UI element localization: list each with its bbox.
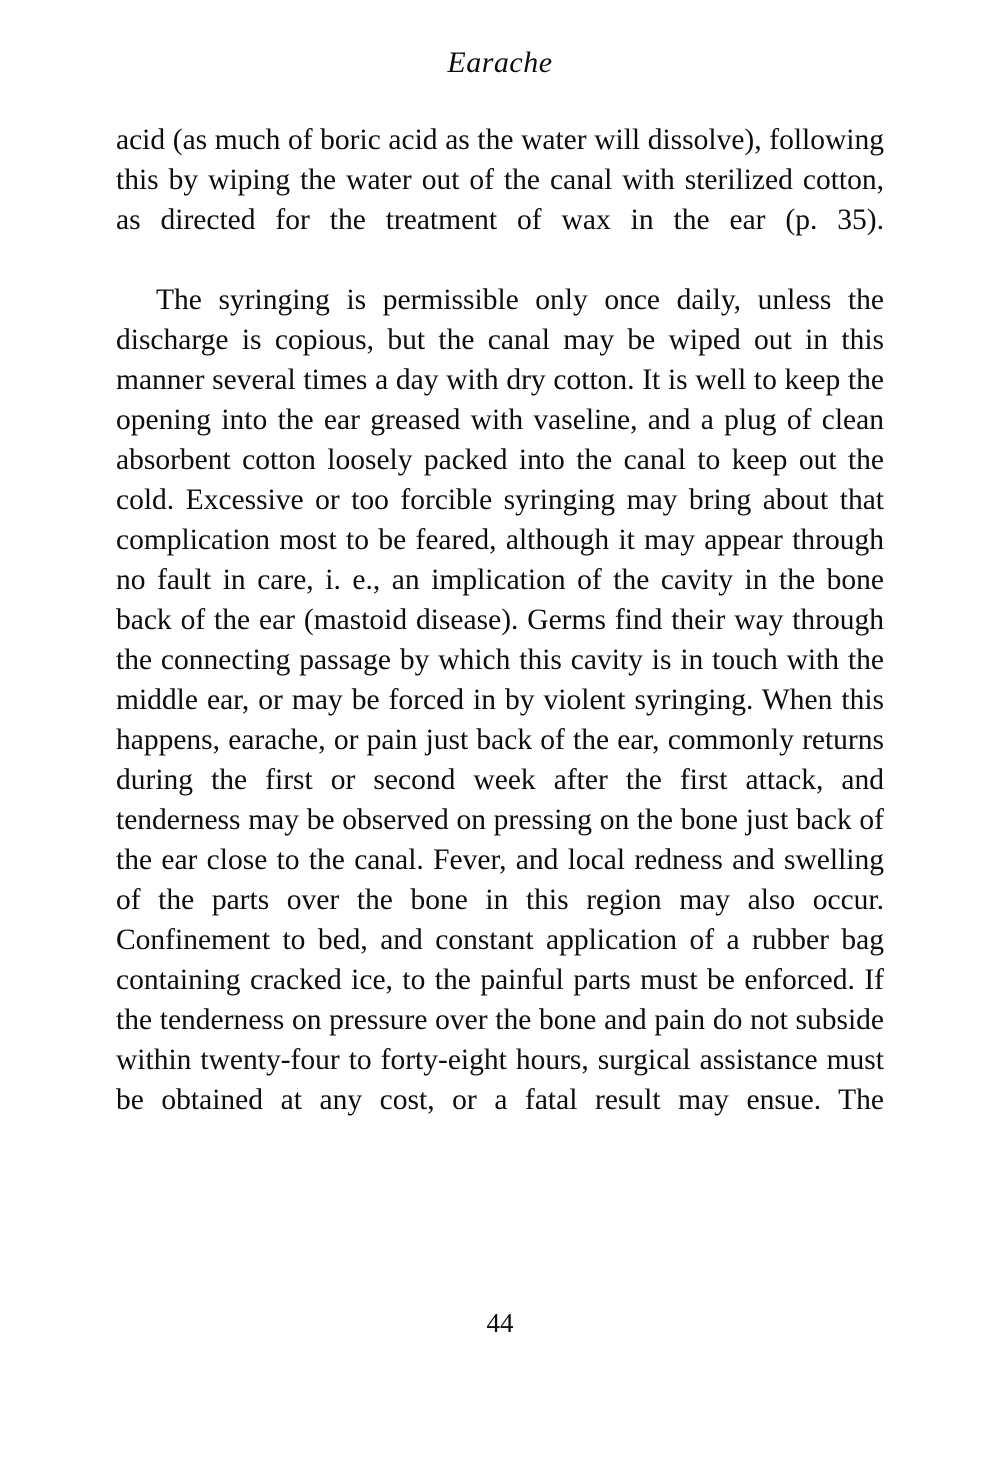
book-page xyxy=(0,46,1000,1468)
paragraph: acid (as much of boric acid as the water will dissolve), following this by wiping the water out of the canal with sterilized cotton, as directed for the treatment of wax in the ear (p. 35). xyxy=(116,124,884,236)
paragraph: The syringing is permissible only once daily, unless the discharge is copious, but the canal may be wiped out in this manner several times a day with dry cotton. It is well to keep the opening into the ear greased with vaseline, and a plug of clean absorbent cotton loosely packed into the canal to keep out the cold. Excessive or too forcible syringing may bring about that complication most to be feared, although it may appear through no fault in care, i. e., an implication of the cavity in the bone back of the ear (mastoid disease). Germs find their way through the connecting passage by which this cavity is in touch with the middle ear, or may be forced in by violent syringing. When this happens, earache, or pain just back of the ear, commonly returns during the first or second week after the first attack, and tenderness may be observed on pressing on the bone just back of the ear close to the canal. Fever, and local redness and swelling of the parts over the bone in this region may also occur. Confinement to bed, and constant application of a rubber bag containing cracked ice, to the painful parts must be enforced. If the tenderness on pressure over the bone and pain do not subside within twenty-four to forty-eight hours, surgical assistance must be obtained at any cost, or a fatal result may ensue. The xyxy=(116,284,884,1116)
body-text xyxy=(116,120,884,1160)
page-number: 44 xyxy=(486,1308,514,1338)
running-head: Earache xyxy=(447,46,553,79)
